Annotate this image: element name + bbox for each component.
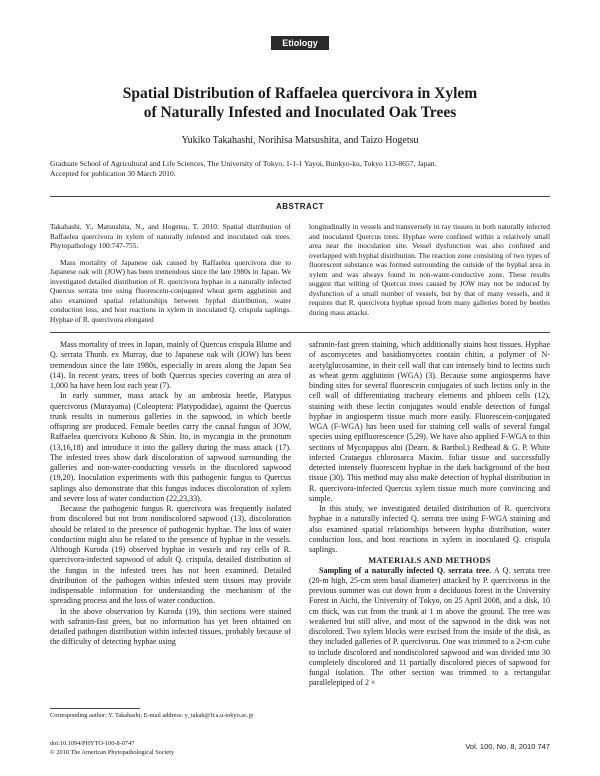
title-line-2: of Naturally Infested and Inoculated Oak Trees (143, 104, 457, 121)
subsection-text: A Q. serrata tree (20-m high, 25-cm stem basal diameter) attacked by P. quercivorus in the previous summer was cut down from a deciduous forest in the University Forest in Aichi, the University of Tokyo, on 25 April 2008, and a disk, 10 cm thick, was cut from the trunk at 1 m above the ground. The tree was weakened but still alive, and most of the sapwood in the disk was not discolored. Two xylem blocks were excised from the inside of the disk, as they included galleries of P. quercivorus. One was trimmed to a 2-cm cube to include discolored and nondiscolored sapwood and was divided into 30 completely discolored and 11 partially discolored pieces of sapwood for fungal isolation. The other section was trimmed to a rectangular parallelepiped of 2 × (309, 565, 550, 688)
doi: doi:10.1094/PHYTO-100-8-0747 (50, 740, 135, 747)
title-line-1: Spatial Distribution of Raffaelea quercivora in Xylem (122, 85, 478, 102)
corresponding-author: Corresponding author: Y. Takahashi; E-mail address: y_takah@fr.a.u-tokyo.ac.jp (50, 712, 254, 719)
section-heading: MATERIALS AND METHODS (368, 555, 491, 566)
body-left-column (50, 340, 291, 648)
body-paragraph: In this study, we investigated detailed distribution of R. quercivora hyphae in a naturally infected Q. serrata tree using F-WGA staining and also examined spatial relationships between hypha distribution, water conduction loss, and host reactions in xylem in inoculated Q. crispula saplings. (309, 504, 550, 554)
abstract-left-column (50, 222, 291, 324)
footnote-rule (50, 708, 140, 709)
body-paragraph: Mass mortality of trees in Japan, mainly of Quercus crispula Blume and Q. serrata Thunb. ex Murray, due to Japanese oak wilt (JOW) has been tremendous since the late 1980s, especially in areas along the Japan Sea (14). In recent years, trees of both Quercus species covering an area of 1,000 ha have been lost each year (7). (50, 340, 291, 390)
affiliation: Graduate School of Agricultural and Life Sciences, The University of Tokyo, 1-1-1 Yayoi, Bunkyo-ku, Tokyo 113-8657, Japan. (50, 159, 437, 168)
author-list: Yukiko Takahashi, Norihisa Matsushita, and Taizo Hogetsu (181, 135, 419, 146)
copyright: © 2010 The American Phytopathological Society (50, 748, 175, 756)
body-paragraph: In the above observation by Kuroda (19), thin sections were stained with safranin-fast green, but no information has yet been obtained on detailed pathogen distribution within infected tissues, probably because of the difficulty of detecting hyphae using (50, 606, 291, 647)
abstract-heading: ABSTRACT (276, 202, 324, 211)
abstract-right-column (309, 222, 550, 317)
body-right-column (309, 340, 550, 689)
subsection-paragraph (309, 566, 550, 689)
body-paragraph: safranin-fast green staining, which additionally stains host tissues. Hyphae of ascomycetes and basidiomycetes contain chitin, a polymer of N-acetylglucosamine, in their cell wall that can intensely bind to lectins such as wheat germ agglutinin (WGA) (3). Because some angiosperms have binding sites for several fluorescein conjugates of such lectins only in the cell wall of differentiating tracheary elements and phloem cells (12), staining with these lectin conjugates would enable detection of fungal hyphae in angiosperm tissue much more easily. Fluorescein-conjugated WGA (F-WGA) has been used for staining cell walls of several fungal species using epifluorescence (5,29). We have also applied F-WGA to thin sections of Mycopappus alni (Dearn. & Barthol.) Redhead & G. P. White infected Crataegus chlorosarca Maxim. foliar tissue and successfully detected intensely fluorescent hyphae in the dark background of the host tissue (30). This method may also make detection of hyphal distribution in R. quercivora-infected Quercus xylem tissue much more convincing and simple. (309, 340, 550, 503)
affiliation-block (50, 159, 550, 179)
body-paragraph: Because the pathogenic fungus R. quercivora was frequently isolated from discolored but not from nondiscolored sapwood (13), discoloration should be related to the presence of pathogenic hyphae. The loss of water conduction might also be related to the presence of hyphae in the vessels. Although Kuroda (19) observed hyphae in vessels and ray cells of R. quercivora-infected sapwood of adult Q. crispula, detailed distribution of the fungus in the infested trees has not been examined. Detailed distribution of the pathogen within infested stem tissues may provide indispensable information for understanding the mechanism of the spreading process and the loss of water conduction. (50, 504, 291, 606)
doi-block (50, 740, 291, 757)
body-paragraph: In early summer, mass attack by an ambrosia beetle, Platypus quercivorus (Murayama) (Coleoptera: Platypodidae), against the Quercus trunk results in numerous galleries in the sapwood, in which beetle offspring are produced. Female beetles carry the causal fungus of JOW, Raffaelea quercivora Kubono & Shin. Ito, in mycangia in the pronotum (13,16,18) and introduce it into the gallery during the mass attack (17). The infested trees show dark discoloration of sapwood surrounding the galleries and non-water-conducting vessels in the discolored sapwood (19,20). Inoculation experiments with this pathogenic fungus to Quercus saplings also demonstrate that this fungus induces discoloration of xylem and severe loss of water conduction (22,23,33). (50, 391, 291, 503)
abstract-bottom-rule (50, 332, 550, 333)
abstract-text-right: longitudinally in vessels and transversely in ray tissues in both naturally infected and inoculated Quercus trees. Hyphae were confined within a relatively small area near the inoculation site. Vessel dysfunction was also confined and overlapped with hyphal distribution. The reaction zone consisting of two types of fluorescent substance was formed surrounding the outside of the hyphal area in xylem and was always found in non-water-conductive zone. These results suggest that wilting of Quercus trees caused by JOW may not be induced by dysfunction of a small number of vessels, but by that of many vessels, and it requires that R. quercivora hyphae spread from many galleries bored by beetles during mass attacks. (309, 222, 550, 317)
page-info: Vol. 100, No. 8, 2010 747 (465, 742, 550, 751)
article-title (60, 84, 540, 122)
section-badge: Etiology (271, 36, 329, 50)
abstract-top-rule (50, 196, 550, 197)
subsection-heading: Sampling of a naturally infected Q. serrata tree. (319, 565, 492, 575)
accepted-date: Accepted for publication 30 March 2010. (50, 168, 176, 178)
abstract-citation: Takahashi, Y., Matsushita, N., and Hogetsu, T. 2010. Spatial distribution of Raffaelea quercivora in xylem of naturally infested and inoculated oak trees. Phytopathology 100:747-755. (50, 222, 291, 250)
abstract-text-left: Mass mortality of Japanese oak caused by Raffaelea quercivora due to Japanese oak wilt (JOW) has been tremendous since the late 1980s in Japan. We investigated detailed distribution of R. quercivora hyphae in a naturally infected Quercus serrata tree using fluorescein-conjugated wheat germ agglutinin and also examined spatial relationships between hyphal distribution, water conduction loss, and host reactions in xylem in inoculated Q. crispula saplings. Hyphae of R. quercivora elongated (50, 257, 291, 324)
